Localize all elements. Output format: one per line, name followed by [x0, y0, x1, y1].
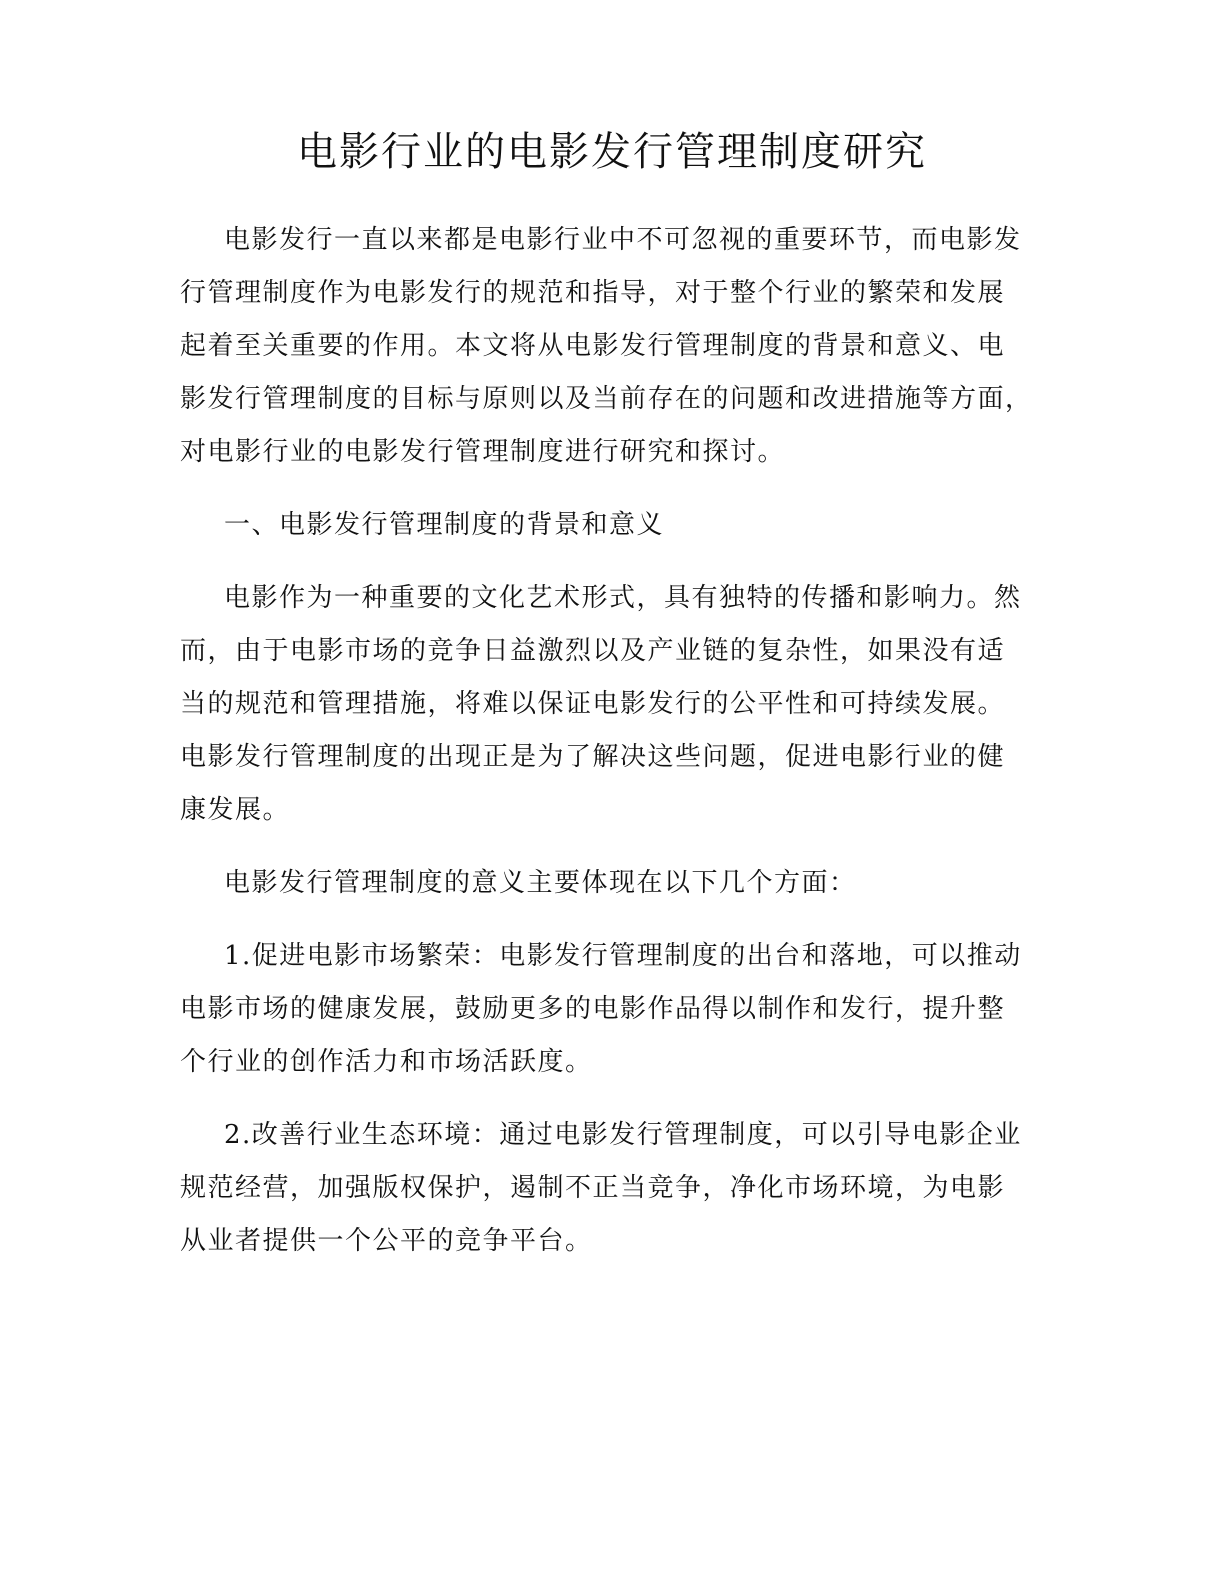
text-line: 对电影行业的电影发行管理制度进行研究和探讨。: [180, 437, 786, 467]
text-line: 2.改善行业生态环境：通过电影发行管理制度，可以引导电影企业: [224, 1120, 1022, 1150]
document-body: [180, 214, 1060, 1288]
text-line: 1.促进电影市场繁荣：电影发行管理制度的出台和落地，可以推动: [224, 941, 1022, 971]
significance-intro-paragraph: [180, 857, 1060, 910]
list-item-2: [180, 1109, 1060, 1268]
text-line: 从业者提供一个公平的竞争平台。: [180, 1226, 593, 1256]
intro-paragraph: [180, 214, 1060, 479]
background-paragraph: [180, 572, 1060, 837]
text-line: 起着至关重要的作用。本文将从电影发行管理制度的背景和意义、电: [180, 331, 1006, 361]
list-item-1: [180, 930, 1060, 1089]
text-line: 规范经营，加强版权保护，遏制不正当竞争，净化市场环境，为电影: [180, 1173, 1006, 1203]
text-line: 而，由于电影市场的竞争日益激烈以及产业链的复杂性，如果没有适: [180, 636, 1006, 666]
text-line: 电影作为一种重要的文化艺术形式，具有独特的传播和影响力。然: [224, 583, 1022, 613]
text-line: 康发展。: [180, 795, 291, 825]
text-line: 个行业的创作活力和市场活跃度。: [180, 1047, 593, 1077]
text-line: 电影市场的健康发展，鼓励更多的电影作品得以制作和发行，提升整: [180, 994, 1006, 1024]
text-line: 电影发行一直以来都是电影行业中不可忽视的重要环节，而电影发: [224, 225, 1022, 255]
section-heading: [180, 499, 1060, 552]
text-line: 当的规范和管理措施，将难以保证电影发行的公平性和可持续发展。: [180, 689, 1006, 719]
text-line: 电影发行管理制度的意义主要体现在以下几个方面：: [224, 868, 857, 898]
text-line: 影发行管理制度的目标与原则以及当前存在的问题和改进措施等方面，: [180, 384, 1033, 414]
text-line: 一、电影发行管理制度的背景和意义: [224, 510, 665, 540]
text-line: 电影发行管理制度的出现正是为了解决这些问题，促进电影行业的健: [180, 742, 1006, 772]
text-line: 行管理制度作为电影发行的规范和指导，对于整个行业的繁荣和发展: [180, 278, 1006, 308]
document-title: 电影行业的电影发行管理制度研究: [297, 129, 927, 175]
